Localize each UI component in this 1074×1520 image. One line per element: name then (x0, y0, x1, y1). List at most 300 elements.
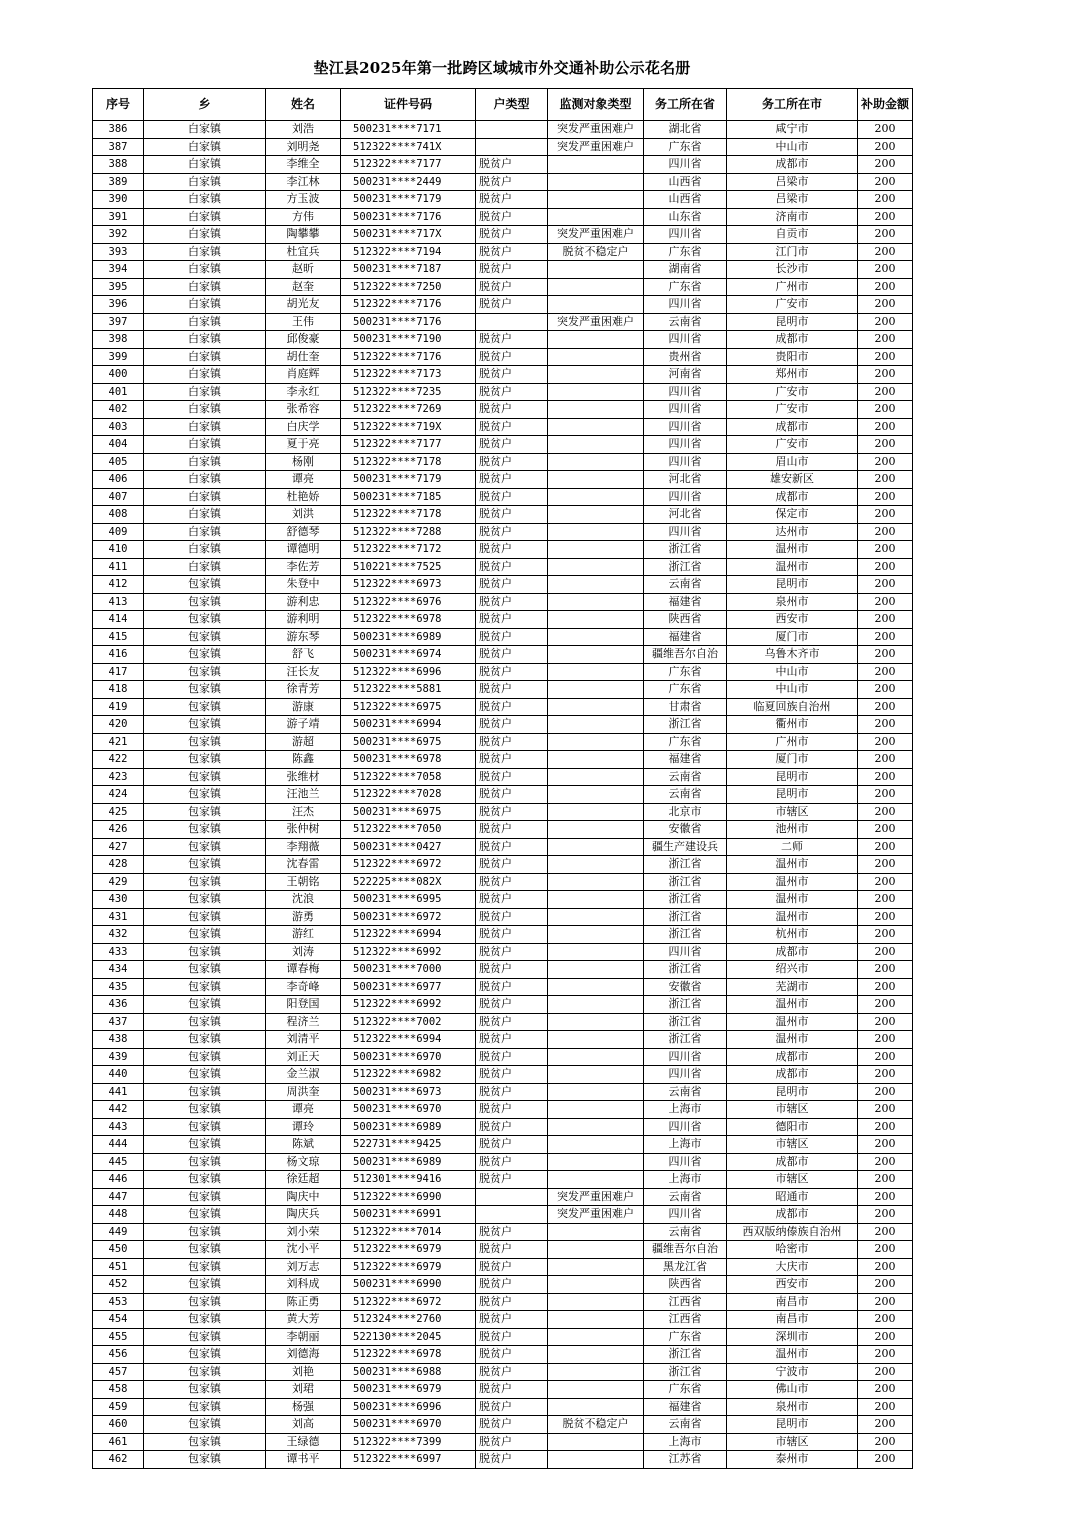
cell-amount: 200 (858, 1363, 913, 1381)
cell-id-number: 500231****7187 (341, 261, 476, 279)
cell-seq: 416 (93, 646, 144, 664)
cell-work-city: 中山市 (727, 681, 858, 699)
header-amount: 补助金额 (858, 89, 913, 121)
table-row (93, 1363, 913, 1381)
cell-monitor-type (548, 943, 644, 961)
cell-household-type: 脱贫户 (476, 261, 548, 279)
cell-id-number: 500231****7176 (341, 313, 476, 331)
cell-name: 白庆学 (266, 418, 341, 436)
cell-township: 包家镇 (144, 1101, 266, 1119)
cell-township: 包家镇 (144, 1433, 266, 1451)
table-row (93, 313, 913, 331)
cell-township: 白家镇 (144, 156, 266, 174)
cell-seq: 393 (93, 243, 144, 261)
cell-id-number: 512322****5881 (341, 681, 476, 699)
cell-monitor-type (548, 681, 644, 699)
cell-seq: 409 (93, 523, 144, 541)
cell-name: 陶庆兵 (266, 1206, 341, 1224)
cell-work-province: 云南省 (644, 313, 727, 331)
cell-amount: 200 (858, 1223, 913, 1241)
cell-household-type: 脱贫户 (476, 488, 548, 506)
cell-amount: 200 (858, 208, 913, 226)
cell-amount: 200 (858, 453, 913, 471)
cell-township: 白家镇 (144, 278, 266, 296)
table-row (93, 418, 913, 436)
table-row (93, 296, 913, 314)
cell-id-number: 512322****6994 (341, 1031, 476, 1049)
table-row (93, 121, 913, 139)
cell-seq: 454 (93, 1311, 144, 1329)
cell-township: 包家镇 (144, 1398, 266, 1416)
table-row (93, 961, 913, 979)
cell-household-type: 脱贫户 (476, 523, 548, 541)
cell-work-province: 云南省 (644, 1416, 727, 1434)
cell-work-province: 浙江省 (644, 541, 727, 559)
cell-township: 包家镇 (144, 1083, 266, 1101)
cell-work-province: 云南省 (644, 576, 727, 594)
cell-work-province: 上海市 (644, 1136, 727, 1154)
cell-household-type: 脱贫户 (476, 961, 548, 979)
cell-monitor-type (548, 908, 644, 926)
cell-household-type: 脱贫户 (476, 1223, 548, 1241)
cell-amount: 200 (858, 1433, 913, 1451)
cell-monitor-type: 突发严重困难户 (548, 138, 644, 156)
cell-id-number: 500231****7185 (341, 488, 476, 506)
cell-name: 夏于亮 (266, 436, 341, 454)
cell-household-type: 脱贫户 (476, 1416, 548, 1434)
cell-name: 游红 (266, 926, 341, 944)
cell-monitor-type (548, 191, 644, 209)
cell-work-city: 广州市 (727, 278, 858, 296)
cell-township: 白家镇 (144, 313, 266, 331)
cell-monitor-type (548, 1363, 644, 1381)
cell-township: 包家镇 (144, 1293, 266, 1311)
cell-household-type: 脱贫户 (476, 541, 548, 559)
cell-id-number: 512322****6996 (341, 663, 476, 681)
cell-township: 白家镇 (144, 191, 266, 209)
cell-name: 杨刚 (266, 453, 341, 471)
cell-household-type: 脱贫户 (476, 733, 548, 751)
cell-name: 杨强 (266, 1398, 341, 1416)
cell-id-number: 512322****6982 (341, 1066, 476, 1084)
cell-work-city: 贵阳市 (727, 348, 858, 366)
cell-id-number: 522225****082X (341, 873, 476, 891)
table-row (93, 716, 913, 734)
cell-seq: 401 (93, 383, 144, 401)
cell-work-city: 温州市 (727, 908, 858, 926)
cell-household-type: 脱贫户 (476, 348, 548, 366)
cell-name: 李朝丽 (266, 1328, 341, 1346)
header-monitor-type: 监测对象类型 (548, 89, 644, 121)
header-row (93, 89, 913, 121)
table-row (93, 226, 913, 244)
table-row (93, 243, 913, 261)
cell-id-number: 500231****6975 (341, 803, 476, 821)
cell-township: 包家镇 (144, 908, 266, 926)
table-row (93, 926, 913, 944)
cell-amount: 200 (858, 1258, 913, 1276)
cell-monitor-type (548, 1451, 644, 1469)
cell-township: 包家镇 (144, 663, 266, 681)
cell-work-city: 中山市 (727, 138, 858, 156)
table-row (93, 733, 913, 751)
cell-work-city: 温州市 (727, 996, 858, 1014)
cell-work-province: 陕西省 (644, 1276, 727, 1294)
cell-seq: 399 (93, 348, 144, 366)
cell-household-type: 脱贫户 (476, 1153, 548, 1171)
table-row (93, 908, 913, 926)
cell-household-type: 脱贫户 (476, 716, 548, 734)
cell-township: 白家镇 (144, 208, 266, 226)
cell-work-province: 云南省 (644, 1083, 727, 1101)
cell-work-city: 昆明市 (727, 786, 858, 804)
table-row (93, 1398, 913, 1416)
cell-id-number: 512322****6992 (341, 943, 476, 961)
table-row (93, 331, 913, 349)
cell-amount: 200 (858, 1153, 913, 1171)
table-row (93, 1451, 913, 1469)
cell-name: 刘科成 (266, 1276, 341, 1294)
cell-name: 谭德明 (266, 541, 341, 559)
cell-amount: 200 (858, 138, 913, 156)
cell-household-type: 脱贫户 (476, 383, 548, 401)
cell-household-type: 脱贫户 (476, 278, 548, 296)
cell-township: 白家镇 (144, 471, 266, 489)
cell-work-city: 广安市 (727, 436, 858, 454)
cell-monitor-type (548, 1066, 644, 1084)
cell-household-type: 脱贫户 (476, 1013, 548, 1031)
cell-township: 白家镇 (144, 261, 266, 279)
cell-seq: 461 (93, 1433, 144, 1451)
cell-household-type: 脱贫户 (476, 698, 548, 716)
cell-monitor-type (548, 541, 644, 559)
cell-id-number: 512322****6997 (341, 1451, 476, 1469)
cell-name: 胡仕奎 (266, 348, 341, 366)
cell-amount: 200 (858, 1398, 913, 1416)
cell-amount: 200 (858, 838, 913, 856)
table-row (93, 803, 913, 821)
cell-name: 周洪奎 (266, 1083, 341, 1101)
cell-id-number: 500231****6973 (341, 1083, 476, 1101)
cell-work-city: 哈密市 (727, 1241, 858, 1259)
cell-work-province: 陕西省 (644, 611, 727, 629)
cell-work-city: 咸宁市 (727, 121, 858, 139)
cell-work-city: 成都市 (727, 1153, 858, 1171)
cell-work-province: 四川省 (644, 331, 727, 349)
cell-monitor-type: 突发严重困难户 (548, 1188, 644, 1206)
cell-work-city: 吕梁市 (727, 173, 858, 191)
table-row (93, 663, 913, 681)
cell-name: 游利忠 (266, 593, 341, 611)
cell-amount: 200 (858, 261, 913, 279)
cell-work-city: 西安市 (727, 611, 858, 629)
cell-id-number: 500231****6989 (341, 1153, 476, 1171)
cell-monitor-type (548, 453, 644, 471)
cell-name: 陈鑫 (266, 751, 341, 769)
cell-amount: 200 (858, 1083, 913, 1101)
cell-amount: 200 (858, 891, 913, 909)
cell-household-type: 脱贫户 (476, 593, 548, 611)
cell-id-number: 512322****6972 (341, 1293, 476, 1311)
cell-seq: 443 (93, 1118, 144, 1136)
table-row (93, 1048, 913, 1066)
cell-amount: 200 (858, 803, 913, 821)
cell-id-number: 500231****0427 (341, 838, 476, 856)
cell-work-city: 江门市 (727, 243, 858, 261)
cell-work-city: 市辖区 (727, 803, 858, 821)
table-row (93, 1433, 913, 1451)
cell-name: 舒飞 (266, 646, 341, 664)
cell-amount: 200 (858, 471, 913, 489)
cell-township: 包家镇 (144, 856, 266, 874)
cell-seq: 426 (93, 821, 144, 839)
cell-name: 赵昕 (266, 261, 341, 279)
cell-household-type: 脱贫户 (476, 768, 548, 786)
cell-monitor-type (548, 418, 644, 436)
cell-work-province: 浙江省 (644, 996, 727, 1014)
cell-household-type: 脱贫户 (476, 628, 548, 646)
cell-name: 游利明 (266, 611, 341, 629)
cell-work-city: 济南市 (727, 208, 858, 226)
table-row (93, 191, 913, 209)
cell-monitor-type: 突发严重困难户 (548, 121, 644, 139)
cell-seq: 420 (93, 716, 144, 734)
cell-township: 包家镇 (144, 646, 266, 664)
cell-id-number: 512322****7050 (341, 821, 476, 839)
cell-id-number: 500231****6988 (341, 1363, 476, 1381)
cell-id-number: 500231****2449 (341, 173, 476, 191)
cell-amount: 200 (858, 348, 913, 366)
cell-township: 包家镇 (144, 821, 266, 839)
cell-monitor-type (548, 646, 644, 664)
cell-seq: 438 (93, 1031, 144, 1049)
cell-monitor-type (548, 978, 644, 996)
cell-township: 包家镇 (144, 1206, 266, 1224)
cell-name: 刘涛 (266, 943, 341, 961)
cell-work-city: 成都市 (727, 1048, 858, 1066)
cell-amount: 200 (858, 1276, 913, 1294)
cell-id-number: 512322****6979 (341, 1258, 476, 1276)
table-row (93, 558, 913, 576)
cell-amount: 200 (858, 961, 913, 979)
cell-seq: 423 (93, 768, 144, 786)
cell-work-city: 成都市 (727, 1206, 858, 1224)
cell-work-province: 安徽省 (644, 821, 727, 839)
cell-household-type: 脱贫户 (476, 576, 548, 594)
header-township: 乡 (144, 89, 266, 121)
cell-monitor-type (548, 558, 644, 576)
cell-township: 白家镇 (144, 138, 266, 156)
cell-monitor-type (548, 348, 644, 366)
cell-township: 包家镇 (144, 1328, 266, 1346)
table-row (93, 978, 913, 996)
cell-seq: 445 (93, 1153, 144, 1171)
cell-name: 谭春梅 (266, 961, 341, 979)
table-row (93, 1223, 913, 1241)
table-row (93, 471, 913, 489)
cell-id-number: 512322****7399 (341, 1433, 476, 1451)
cell-work-city: 厦门市 (727, 751, 858, 769)
cell-work-province: 江西省 (644, 1293, 727, 1311)
cell-monitor-type (548, 768, 644, 786)
cell-seq: 387 (93, 138, 144, 156)
cell-work-province: 浙江省 (644, 1363, 727, 1381)
cell-household-type: 脱贫户 (476, 1346, 548, 1364)
cell-monitor-type (548, 1153, 644, 1171)
cell-seq: 404 (93, 436, 144, 454)
cell-work-province: 浙江省 (644, 856, 727, 874)
cell-household-type: 脱贫户 (476, 1258, 548, 1276)
cell-id-number: 512322****7178 (341, 453, 476, 471)
cell-name: 陈正勇 (266, 1293, 341, 1311)
cell-amount: 200 (858, 558, 913, 576)
cell-seq: 424 (93, 786, 144, 804)
cell-work-province: 广东省 (644, 681, 727, 699)
cell-monitor-type (548, 506, 644, 524)
cell-seq: 436 (93, 996, 144, 1014)
header-work-city: 务工所在市 (727, 89, 858, 121)
cell-monitor-type (548, 1101, 644, 1119)
cell-seq: 446 (93, 1171, 144, 1189)
cell-name: 刘小荣 (266, 1223, 341, 1241)
cell-household-type: 脱贫户 (476, 1031, 548, 1049)
cell-amount: 200 (858, 383, 913, 401)
cell-id-number: 500231****6990 (341, 1276, 476, 1294)
cell-amount: 200 (858, 1241, 913, 1259)
cell-monitor-type (548, 786, 644, 804)
cell-township: 包家镇 (144, 576, 266, 594)
cell-seq: 455 (93, 1328, 144, 1346)
cell-household-type: 脱贫户 (476, 1083, 548, 1101)
cell-work-city: 郑州市 (727, 366, 858, 384)
table-row (93, 1241, 913, 1259)
cell-household-type: 脱贫户 (476, 506, 548, 524)
cell-amount: 200 (858, 173, 913, 191)
cell-monitor-type (548, 996, 644, 1014)
cell-work-province: 四川省 (644, 418, 727, 436)
cell-seq: 427 (93, 838, 144, 856)
cell-name: 李佐芳 (266, 558, 341, 576)
cell-monitor-type (548, 278, 644, 296)
cell-work-city: 广安市 (727, 401, 858, 419)
cell-amount: 200 (858, 1293, 913, 1311)
cell-township: 包家镇 (144, 891, 266, 909)
cell-id-number: 512322****6990 (341, 1188, 476, 1206)
cell-household-type: 脱贫户 (476, 1363, 548, 1381)
cell-id-number: 500231****7171 (341, 121, 476, 139)
cell-work-city: 市辖区 (727, 1433, 858, 1451)
cell-amount: 200 (858, 418, 913, 436)
cell-name: 张希容 (266, 401, 341, 419)
cell-seq: 407 (93, 488, 144, 506)
cell-id-number: 512301****9416 (341, 1171, 476, 1189)
cell-seq: 396 (93, 296, 144, 314)
cell-work-city: 自贡市 (727, 226, 858, 244)
cell-amount: 200 (858, 663, 913, 681)
cell-name: 朱登中 (266, 576, 341, 594)
cell-work-city: 西安市 (727, 1276, 858, 1294)
cell-amount: 200 (858, 506, 913, 524)
table-header (93, 89, 913, 121)
cell-id-number: 512322****6979 (341, 1241, 476, 1259)
cell-id-number: 500231****6989 (341, 1118, 476, 1136)
cell-household-type: 脱贫户 (476, 453, 548, 471)
cell-name: 刘艳 (266, 1363, 341, 1381)
cell-monitor-type (548, 488, 644, 506)
cell-township: 包家镇 (144, 838, 266, 856)
cell-name: 杨文琼 (266, 1153, 341, 1171)
cell-household-type: 脱贫户 (476, 751, 548, 769)
cell-township: 包家镇 (144, 1311, 266, 1329)
cell-household-type: 脱贫户 (476, 226, 548, 244)
cell-township: 包家镇 (144, 996, 266, 1014)
cell-monitor-type (548, 1311, 644, 1329)
cell-household-type: 脱贫户 (476, 1066, 548, 1084)
cell-name: 谭亮 (266, 1101, 341, 1119)
cell-work-city: 泉州市 (727, 593, 858, 611)
cell-id-number: 512322****7177 (341, 436, 476, 454)
table-row (93, 523, 913, 541)
cell-monitor-type (548, 716, 644, 734)
cell-work-city: 长沙市 (727, 261, 858, 279)
cell-seq: 440 (93, 1066, 144, 1084)
cell-name: 汪杰 (266, 803, 341, 821)
cell-township: 包家镇 (144, 1048, 266, 1066)
cell-household-type: 脱贫户 (476, 1136, 548, 1154)
cell-work-city: 温州市 (727, 873, 858, 891)
cell-monitor-type (548, 1276, 644, 1294)
table-row (93, 1153, 913, 1171)
cell-seq: 425 (93, 803, 144, 821)
cell-amount: 200 (858, 121, 913, 139)
cell-name: 胡光友 (266, 296, 341, 314)
cell-monitor-type (548, 1048, 644, 1066)
table-row (93, 821, 913, 839)
table-row (93, 436, 913, 454)
cell-amount: 200 (858, 1101, 913, 1119)
table-row (93, 1066, 913, 1084)
cell-work-province: 上海市 (644, 1433, 727, 1451)
header-id-number: 证件号码 (341, 89, 476, 121)
cell-seq: 430 (93, 891, 144, 909)
cell-work-city: 德阳市 (727, 1118, 858, 1136)
cell-township: 包家镇 (144, 768, 266, 786)
cell-name: 沈浪 (266, 891, 341, 909)
cell-name: 徐廷超 (266, 1171, 341, 1189)
cell-amount: 200 (858, 1136, 913, 1154)
cell-work-city: 泉州市 (727, 1398, 858, 1416)
cell-id-number: 500231****6970 (341, 1416, 476, 1434)
cell-work-province: 甘肃省 (644, 698, 727, 716)
cell-work-province: 浙江省 (644, 558, 727, 576)
cell-id-number: 512322****6994 (341, 926, 476, 944)
cell-township: 包家镇 (144, 1451, 266, 1469)
cell-township: 包家镇 (144, 873, 266, 891)
cell-work-province: 湖北省 (644, 121, 727, 139)
cell-seq: 433 (93, 943, 144, 961)
cell-work-province: 四川省 (644, 156, 727, 174)
cell-amount: 200 (858, 908, 913, 926)
cell-monitor-type (548, 576, 644, 594)
cell-work-city: 南昌市 (727, 1293, 858, 1311)
cell-work-city: 乌鲁木齐市 (727, 646, 858, 664)
cell-work-city: 佛山市 (727, 1381, 858, 1399)
cell-household-type: 脱贫户 (476, 156, 548, 174)
cell-amount: 200 (858, 996, 913, 1014)
cell-work-city: 成都市 (727, 1066, 858, 1084)
cell-township: 包家镇 (144, 611, 266, 629)
cell-work-province: 四川省 (644, 1118, 727, 1136)
